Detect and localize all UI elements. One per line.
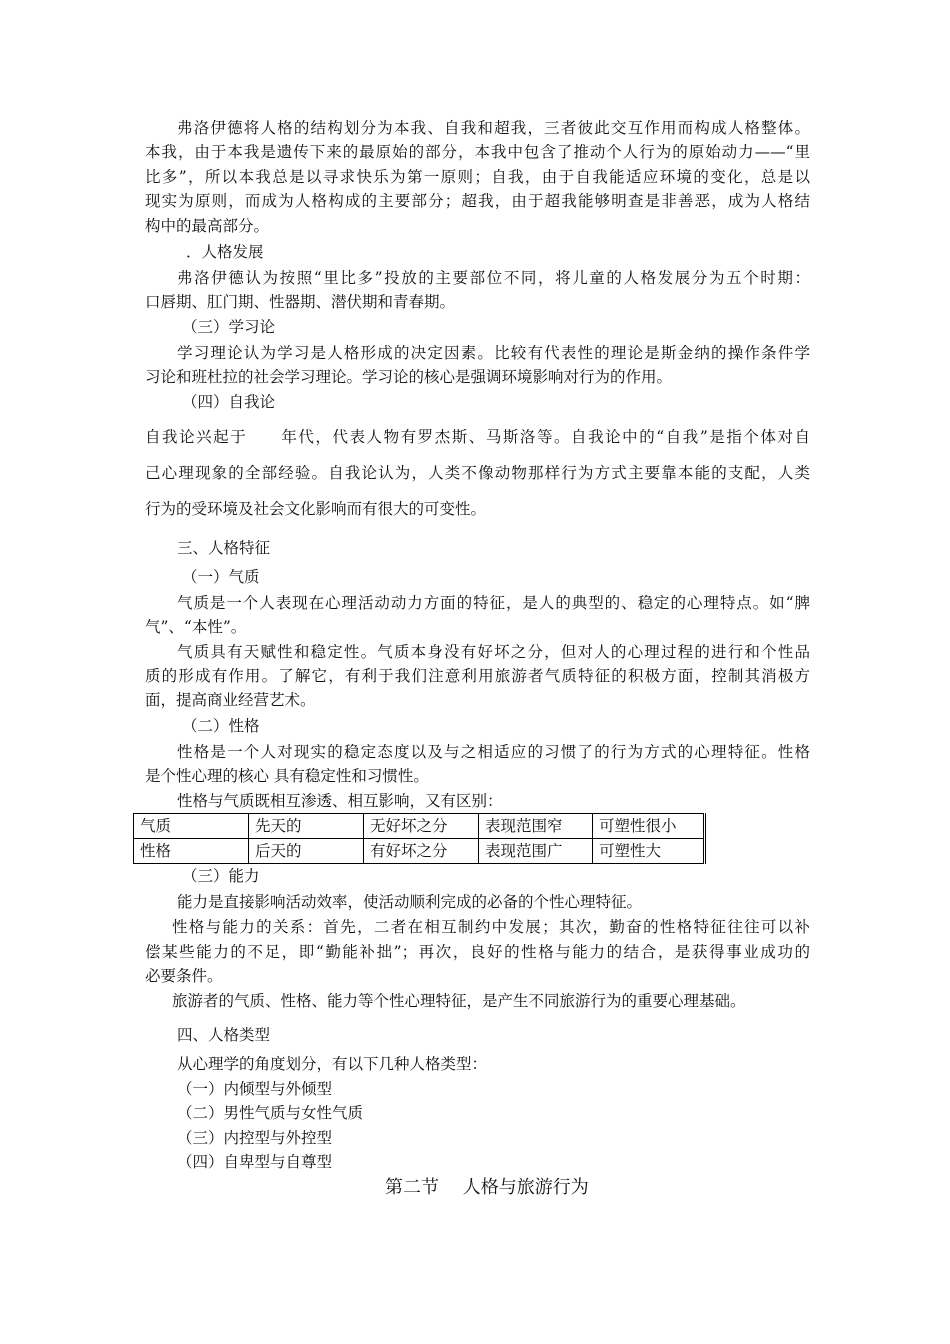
paragraph-line: 必要条件。 bbox=[145, 967, 223, 985]
comparison-table bbox=[133, 813, 706, 864]
section-heading: （一）气质 bbox=[182, 568, 260, 586]
table-cell: 气质 bbox=[134, 814, 249, 839]
section-heading: （二）性格 bbox=[182, 717, 260, 735]
paragraph-line: 气质是一个人表现在心理活动动力方面的特征，是人的典型的、稳定的心理特点。如“脾 bbox=[177, 594, 810, 612]
table-cell: 性格 bbox=[134, 839, 249, 864]
paragraph-line: 性格与能力的关系：首先，二者在相互制约中发展；其次，勤奋的性格特征往往可以补 bbox=[172, 918, 810, 936]
paragraph-line: 比多”，所以本我总是以寻求快乐为第一原则；自我，由于自我能适应环境的变化，总是以 bbox=[145, 168, 810, 186]
section-heading: ．人格发展 bbox=[186, 243, 264, 261]
paragraph-line: 能力是直接影响活动效率，使活动顺利完成的必备的个性心理特征。 bbox=[177, 893, 643, 911]
paragraph-line: 构中的最高部分。 bbox=[145, 217, 270, 235]
list-item: （二）男性气质与女性气质 bbox=[177, 1104, 364, 1122]
paragraph-line: 行为的受环境及社会文化影响而有很大的可变性。 bbox=[145, 500, 487, 518]
table-cell: 先天的 bbox=[249, 814, 364, 839]
paragraph-line: 性格与气质既相互渗透、相互影响，又有区别： bbox=[177, 792, 503, 810]
paragraph-line: 面，提高商业经营艺术。 bbox=[145, 691, 316, 709]
list-item: （四）自卑型与自尊型 bbox=[177, 1153, 333, 1171]
table-cell: 可塑性大 bbox=[593, 839, 705, 864]
list-item: （三）内控型与外控型 bbox=[177, 1129, 333, 1147]
table-cell: 表现范围广 bbox=[479, 839, 593, 864]
table-cell: 后天的 bbox=[249, 839, 364, 864]
paragraph-line: 己心理现象的全部经验。自我论认为，人类不像动物那样行为方式主要靠本能的支配，人类 bbox=[145, 464, 810, 482]
paragraph-line: 气”、“本性”。 bbox=[145, 618, 247, 636]
paragraph-line: 口唇期、肛门期、性器期、潜伏期和青春期。 bbox=[145, 293, 456, 311]
section-heading: 三、人格特征 bbox=[177, 539, 271, 557]
paragraph-line: 本我，由于本我是遗传下来的最原始的部分，本我中包含了推动个人行为的原始动力——“里 bbox=[145, 143, 810, 161]
paragraph-line: 弗洛伊德认为按照“里比多”投放的主要部位不同，将儿童的人格发展分为五个时期： bbox=[177, 269, 810, 287]
table-cell: 有好坏之分 bbox=[364, 839, 479, 864]
paragraph-line: 从心理学的角度划分，有以下几种人格类型： bbox=[177, 1055, 488, 1073]
paragraph-line: 性格是一个人对现实的稳定态度以及与之相适应的习惯了的行为方式的心理特征。性格 bbox=[177, 743, 810, 761]
paragraph-line: 学习理论认为学习是人格形成的决定因素。比较有代表性的理论是斯金纳的操作条件学 bbox=[177, 344, 810, 362]
paragraph-line: 质的形成有作用。了解它，有利于我们注意利用旅游者气质特征的积极方面，控制其消极方 bbox=[145, 667, 810, 685]
section-title: 第二节 人格与旅游行为 bbox=[385, 1177, 589, 1198]
table-cell: 无好坏之分 bbox=[364, 814, 479, 839]
section-heading: （三）能力 bbox=[182, 867, 260, 885]
paragraph-line: 现实为原则，而成为人格构成的主要部分；超我，由于超我能够明查是非善恶，成为人格结 bbox=[145, 192, 810, 210]
paragraph-line: 气质具有天赋性和稳定性。气质本身没有好坏之分，但对人的心理过程的进行和个性品 bbox=[177, 643, 810, 661]
table-cell: 可塑性很小 bbox=[593, 814, 705, 839]
section-heading: （三）学习论 bbox=[182, 318, 276, 336]
paragraph-line: 旅游者的气质、性格、能力等个性心理特征，是产生不同旅游行为的重要心理基础。 bbox=[172, 992, 746, 1010]
paragraph-line: 偿某些能力的不足，即“勤能补拙”；再次，良好的性格与能力的结合，是获得事业成功的 bbox=[145, 943, 810, 961]
table-row bbox=[134, 814, 705, 839]
paragraph-line: 习论和班杜拉的社会学习理论。学习论的核心是强调环境影响对行为的作用。 bbox=[145, 368, 673, 386]
table-row bbox=[134, 839, 705, 864]
paragraph-line: 弗洛伊德将人格的结构划分为本我、自我和超我，三者彼此交互作用而构成人格整体。 bbox=[177, 119, 810, 137]
table-cell: 表现范围窄 bbox=[479, 814, 593, 839]
section-heading: 四、人格类型 bbox=[177, 1026, 271, 1044]
section-heading: （四）自我论 bbox=[182, 393, 276, 411]
paragraph-line: 自我论兴起于 年代，代表人物有罗杰斯、马斯洛等。自我论中的“自我”是指个体对自 bbox=[145, 428, 810, 446]
list-item: （一）内倾型与外倾型 bbox=[177, 1080, 333, 1098]
paragraph-line: 是个性心理的核心 具有稳定性和习惯性。 bbox=[145, 767, 429, 785]
